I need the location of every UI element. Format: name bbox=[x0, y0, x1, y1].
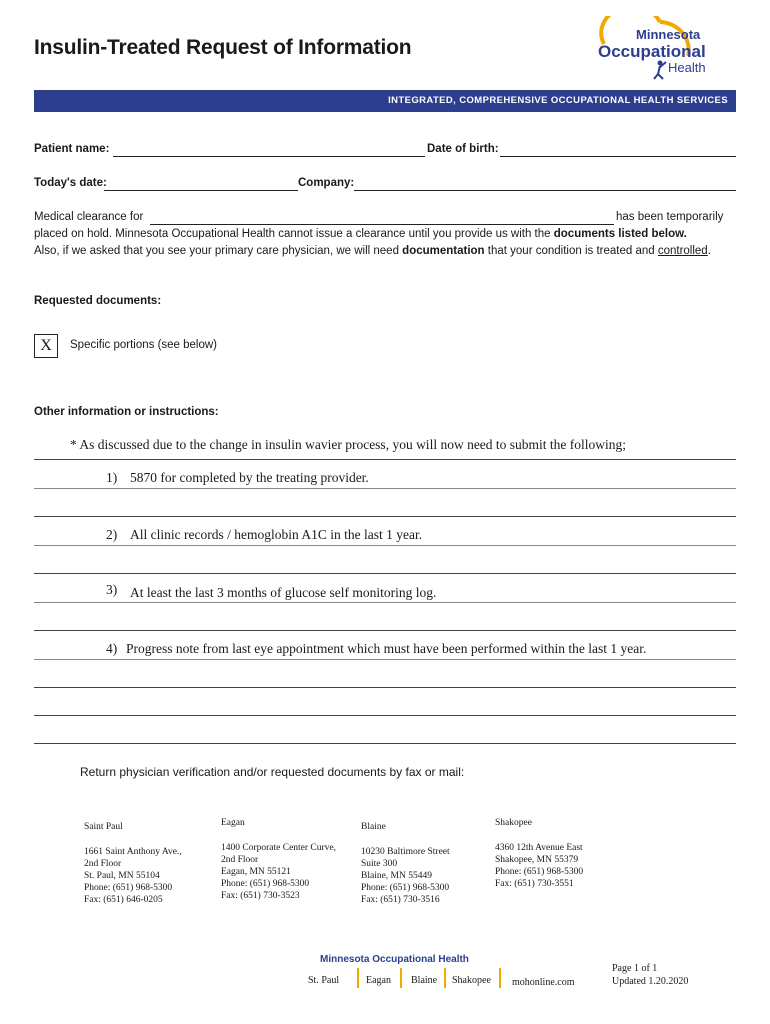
dob-field[interactable] bbox=[500, 144, 736, 157]
line-divider bbox=[34, 573, 736, 574]
clearance-line3-end: . bbox=[707, 245, 711, 257]
item-3-number: 3) bbox=[106, 582, 118, 597]
page-number: Page 1 of 1 bbox=[612, 963, 658, 974]
clearance-line3 bbox=[34, 245, 736, 257]
clearance-text-end: has been temporarily bbox=[616, 211, 724, 223]
dob-label: Date of birth: bbox=[427, 143, 499, 155]
footer-separator bbox=[444, 968, 446, 988]
clearance-name-field[interactable] bbox=[150, 212, 614, 225]
figure-icon bbox=[654, 61, 666, 80]
location-name: Saint Paul bbox=[84, 822, 123, 833]
item-1-number: 1) bbox=[106, 470, 118, 485]
location-name: Eagan bbox=[221, 818, 245, 829]
item-4-text: Progress note from last eye appointment which must have been performed within the last 1 year. bbox=[126, 641, 647, 656]
line-divider bbox=[34, 687, 736, 688]
footer-link-eagan[interactable]: Eagan bbox=[366, 975, 391, 986]
line-divider bbox=[34, 516, 736, 517]
line-divider bbox=[34, 630, 736, 631]
controlled-emphasis: controlled bbox=[657, 245, 708, 257]
line-divider bbox=[34, 715, 736, 716]
line-divider bbox=[34, 743, 736, 744]
clearance-line2 bbox=[34, 228, 736, 240]
item-1-text: 5870 for completed by the treating provider. bbox=[130, 470, 369, 485]
location-address: 4360 12th Avenue East Shakopee, MN 55379 Phone: (651) 968-5300 Fax: (651) 730-3551 bbox=[495, 842, 584, 890]
other-information-heading: Other information or instructions: bbox=[34, 406, 219, 418]
logo-line1: Minnesota bbox=[636, 27, 701, 42]
line-divider bbox=[34, 602, 736, 603]
page-title: Insulin-Treated Request of Information bbox=[34, 36, 412, 59]
logo-graphic bbox=[596, 16, 736, 82]
services-banner bbox=[34, 90, 736, 112]
instructions-intro: * As discussed due to the change in insulin wavier process, you will now need to submit the following; bbox=[70, 437, 627, 452]
clearance-line2-text: placed on hold. Minnesota Occupational Health cannot issue a clearance until you provide us with the bbox=[34, 228, 554, 240]
footer-link-blaine[interactable]: Blaine bbox=[411, 975, 438, 986]
location-address: 1400 Corporate Center Curve, 2nd Floor Eagan, MN 55121 Phone: (651) 968-5300 Fax: (651) 730-3523 bbox=[221, 842, 337, 902]
location-address: 10230 Baltimore Street Suite 300 Blaine, MN 55449 Phone: (651) 968-5300 Fax: (651) 730-3516 bbox=[361, 846, 450, 906]
clearance-line3-mid: that your condition is treated and bbox=[484, 245, 658, 257]
clearance-text-start: Medical clearance for bbox=[34, 211, 144, 223]
location-eagan bbox=[221, 805, 336, 915]
todays-date-label: Today's date: bbox=[34, 177, 107, 189]
documentation-emphasis: documentation bbox=[402, 245, 485, 257]
patient-name-field[interactable] bbox=[113, 144, 425, 157]
logo-line3: Health bbox=[668, 60, 706, 75]
patient-name-label: Patient name: bbox=[34, 143, 110, 155]
location-address: 1661 Saint Anthony Ave., 2nd Floor St. Paul, MN 55104 Phone: (651) 968-5300 Fax: (651) 646-0205 bbox=[84, 846, 182, 906]
footer-separator bbox=[499, 968, 501, 988]
todays-date-field[interactable] bbox=[104, 178, 298, 191]
company-label: Company: bbox=[298, 177, 355, 189]
location-name: Shakopee bbox=[495, 818, 532, 829]
requested-documents-heading: Requested documents: bbox=[34, 295, 162, 307]
footer-separator bbox=[357, 968, 359, 988]
item-2-number: 2) bbox=[106, 527, 118, 542]
logo-line2: Occupational bbox=[598, 42, 706, 61]
footer-link-shakopee[interactable]: Shakopee bbox=[452, 975, 491, 986]
documents-listed-emphasis: documents listed below. bbox=[553, 228, 687, 240]
location-blaine bbox=[361, 809, 450, 919]
location-shakopee bbox=[495, 805, 583, 903]
line-divider bbox=[34, 488, 736, 489]
line-divider bbox=[34, 659, 736, 660]
item-4-number: 4) bbox=[106, 641, 118, 656]
specific-portions-label: Specific portions (see below) bbox=[70, 339, 218, 351]
specific-portions-checkbox[interactable]: X bbox=[34, 334, 58, 358]
line-divider bbox=[34, 545, 736, 546]
location-saint-paul bbox=[84, 809, 182, 919]
clearance-line3-text: Also, if we asked that you see your primary care physician, we will need bbox=[34, 245, 403, 257]
return-instructions: Return physician verification and/or requested documents by fax or mail: bbox=[80, 765, 465, 779]
banner-text: INTEGRATED, COMPREHENSIVE OCCUPATIONAL HEALTH SERVICES bbox=[388, 95, 728, 106]
footer-separator bbox=[400, 968, 402, 988]
item-3-text: At least the last 3 months of glucose self monitoring log. bbox=[130, 585, 437, 600]
updated-date: Updated 1.20.2020 bbox=[612, 976, 689, 987]
company-logo bbox=[596, 16, 736, 82]
company-field[interactable] bbox=[354, 178, 736, 191]
footer-brand: Minnesota Occupational Health bbox=[320, 954, 469, 965]
footer-link-st-paul[interactable]: St. Paul bbox=[308, 975, 340, 986]
location-name: Blaine bbox=[361, 822, 386, 833]
footer-website-link[interactable]: mohonline.com bbox=[512, 977, 575, 988]
line-divider bbox=[34, 459, 736, 460]
item-2-text: All clinic records / hemoglobin A1C in the last 1 year. bbox=[130, 527, 423, 542]
